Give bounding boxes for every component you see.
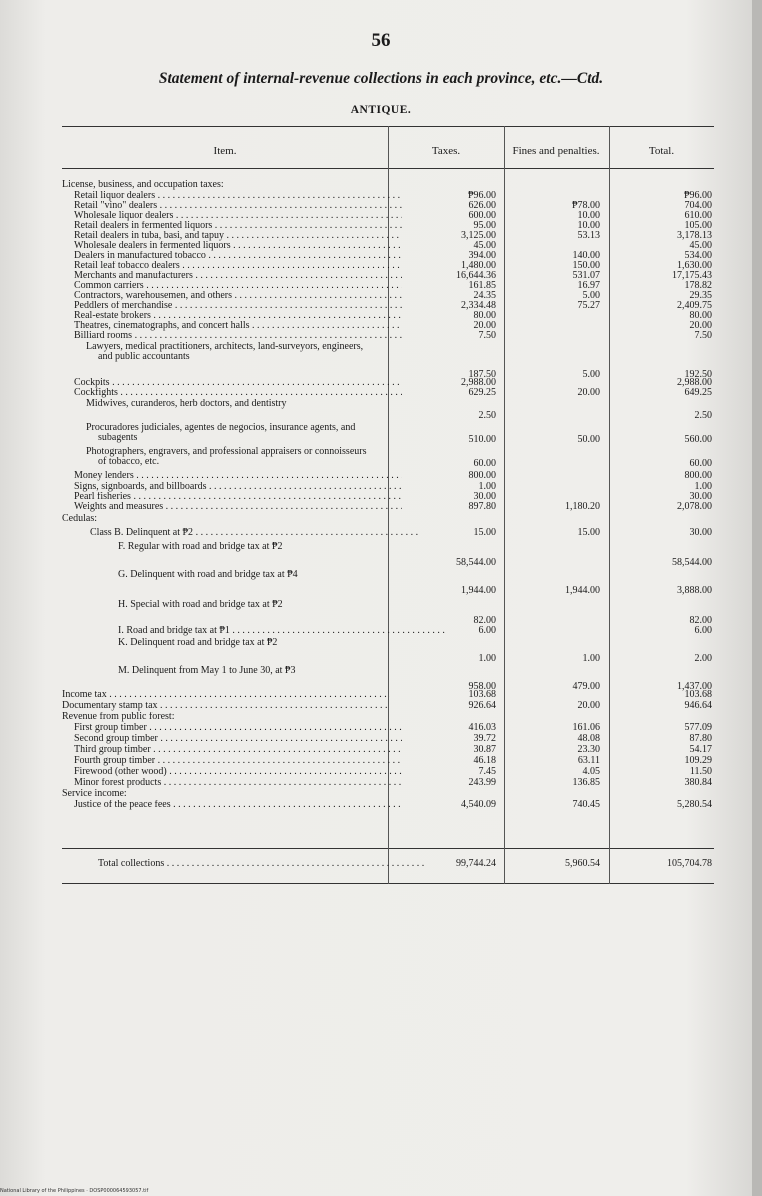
row-label: Peddlers of merchandise . . .: [62, 301, 402, 311]
taxes-value: 7.45: [478, 766, 496, 777]
page-edge: [752, 0, 762, 1196]
taxes-value: 16,644.36: [456, 270, 496, 281]
header-taxes: Taxes.: [431, 144, 461, 157]
scan-credit: National Library of the Philippines · DOSP000064593057.tif: [0, 1188, 149, 1194]
total-value: 2,409.75: [677, 300, 712, 311]
fines-value: 161.06: [572, 722, 600, 733]
total-value: 5,280.54: [677, 799, 712, 810]
total-value: 11.50: [689, 766, 712, 777]
taxes-value: 39.72: [473, 733, 496, 744]
total-value: 45.00: [689, 240, 712, 251]
total-value: 105,704.78: [667, 858, 712, 869]
fines-value: 1,944.00: [565, 585, 600, 596]
taxes-value: 1,480.00: [461, 260, 496, 271]
total-value: 80.00: [689, 310, 712, 321]
total-value: 2,988.00: [677, 377, 712, 388]
row-label: Lawyers, medical practitioners, architects, land-surveyors, engineers, and public accountants: [86, 341, 364, 362]
row-label: License, business, and occupation taxes:: [62, 180, 224, 190]
fines-value: 48.08: [577, 733, 600, 744]
taxes-value: 7.50: [478, 330, 496, 341]
row-label: Procuradores judiciales, agentes de negocios, insurance agents, and subagents: [86, 422, 356, 443]
taxes-value: 394.00: [468, 250, 496, 261]
province-heading: ANTIQUE.: [350, 104, 412, 116]
fines-value: 1,180.20: [565, 501, 600, 512]
taxes-value: 45.00: [473, 240, 496, 251]
taxes-value: 30.87: [473, 744, 496, 755]
fines-value: 136.85: [572, 777, 600, 788]
fines-value: 740.45: [572, 799, 600, 810]
fines-value: 4.05: [582, 766, 600, 777]
total-value: 7.50: [694, 330, 712, 341]
fines-value: 20.00: [577, 700, 600, 711]
taxes-value: 243.99: [468, 777, 496, 788]
row-label: Cockpits . . .: [62, 378, 402, 388]
fines-value: 10.00: [577, 220, 600, 231]
total-value: 30.00: [689, 491, 712, 502]
total-value: 82.00: [689, 615, 712, 626]
taxes-value: 926.64: [468, 700, 496, 711]
row-label: Income tax . . .: [62, 690, 390, 700]
taxes-value: 897.80: [468, 501, 496, 512]
taxes-value: 800.00: [468, 470, 496, 481]
total-value: 380.84: [684, 777, 712, 788]
taxes-value: 2.50: [478, 410, 496, 421]
total-value: 534.00: [684, 250, 712, 261]
row-label: Service income:: [62, 789, 127, 799]
taxes-value: 30.00: [473, 491, 496, 502]
row-label: Second group timber . . .: [62, 734, 402, 744]
taxes-value: 2,988.00: [461, 377, 496, 388]
row-label: K. Delinquent road and bridge tax at ₱2: [118, 637, 278, 648]
total-value: 1,630.00: [677, 260, 712, 271]
row-label: Revenue from public forest:: [62, 712, 175, 722]
total-value: 29.35: [689, 290, 712, 301]
fines-value: 53.13: [577, 230, 600, 241]
row-label: F. Regular with road and bridge tax at ₱2: [118, 541, 283, 552]
taxes-value: 1,944.00: [461, 585, 496, 596]
taxes-value: 99,744.24: [456, 858, 496, 869]
row-label: Billiard rooms . . .: [62, 331, 402, 341]
fines-value: 5.00: [582, 290, 600, 301]
column-divider: [504, 126, 505, 884]
total-value: 87.80: [689, 733, 712, 744]
taxes-value: 15.00: [473, 527, 496, 538]
total-value: ₱96.00: [683, 190, 712, 201]
row-label: Merchants and manufacturers . . .: [62, 271, 402, 281]
total-value: 946.64: [684, 700, 712, 711]
taxes-value: 95.00: [473, 220, 496, 231]
total-value: 6.00: [694, 625, 712, 636]
page-number: 56: [371, 30, 391, 51]
fines-value: 479.00: [572, 681, 600, 692]
row-label: Retail dealers in fermented liquors . . .: [62, 221, 402, 231]
fines-value: ₱78.00: [571, 200, 600, 211]
taxes-value: 1.00: [478, 481, 496, 492]
taxes-value: 1.00: [478, 653, 496, 664]
total-value: 2.00: [694, 653, 712, 664]
row-label: Weights and measures . . .: [62, 502, 402, 512]
row-label: Contractors, warehousemen, and others . . .: [62, 291, 402, 301]
taxes-value: 82.00: [473, 615, 496, 626]
row-label: Retail liquor dealers . . .: [62, 191, 402, 201]
fines-value: 50.00: [577, 434, 600, 445]
row-label: Documentary stamp tax . . .: [62, 701, 390, 711]
row-label: Class B. Delinquent at ₱2 . . .: [62, 528, 418, 538]
taxes-value: 2,334.48: [461, 300, 496, 311]
fines-value: 63.11: [577, 755, 600, 766]
table-title: Statement of internal-revenue collections in each province, etc.—Ctd.: [158, 70, 604, 87]
taxes-value: 600.00: [468, 210, 496, 221]
row-label: Wholesale liquor dealers . . .: [62, 211, 402, 221]
total-value: 1.00: [694, 481, 712, 492]
taxes-value: ₱96.00: [467, 190, 496, 201]
fines-value: 1.00: [582, 653, 600, 664]
header-total: Total.: [648, 144, 675, 157]
total-value: 2.50: [694, 410, 712, 421]
taxes-value: 103.68: [468, 689, 496, 700]
row-label: H. Special with road and bridge tax at ₱2: [118, 599, 283, 610]
total-value: 3,178.13: [677, 230, 712, 241]
total-value: 3,888.00: [677, 585, 712, 596]
total-value: 54.17: [689, 744, 712, 755]
row-label: Justice of the peace fees . . .: [62, 800, 402, 810]
row-label: Midwives, curanderos, herb doctors, and dentistry: [86, 398, 287, 409]
taxes-value: 20.00: [473, 320, 496, 331]
row-label: Total collections . . .: [62, 859, 426, 869]
taxes-value: 4,540.09: [461, 799, 496, 810]
total-value: 649.25: [684, 387, 712, 398]
taxes-value: 187.50: [468, 369, 496, 380]
row-label: M. Delinquent from May 1 to June 30, at ₱3: [118, 665, 296, 676]
taxes-value: 24.35: [473, 290, 496, 301]
fines-value: 10.00: [577, 210, 600, 221]
row-label: Retail dealers in tuba, basi, and tapuy . . .: [62, 231, 402, 241]
row-label: Theatres, cinematographs, and concert halls . . .: [62, 321, 402, 331]
total-value: 610.00: [684, 210, 712, 221]
fines-value: 140.00: [572, 250, 600, 261]
row-label: Photographers, engravers, and professional appraisers or connoisseurs of tobacco, etc.: [86, 446, 367, 467]
fines-value: 16.97: [577, 280, 600, 291]
total-value: 105.00: [684, 220, 712, 231]
fines-value: 150.00: [572, 260, 600, 271]
row-label: First group timber . . .: [62, 723, 402, 733]
row-label: Fourth group timber . . .: [62, 756, 402, 766]
fines-value: 5,960.54: [565, 858, 600, 869]
fines-value: 75.27: [577, 300, 600, 311]
total-value: 192.50: [684, 369, 712, 380]
row-label: Third group timber . . .: [62, 745, 402, 755]
row-label: Real-estate brokers . . .: [62, 311, 402, 321]
row-label: Cockfights . . .: [62, 388, 402, 398]
row-label: Cedulas:: [62, 514, 97, 524]
taxes-value: 3,125.00: [461, 230, 496, 241]
row-label: Wholesale dealers in fermented liquors . . .: [62, 241, 402, 251]
fines-value: 15.00: [577, 527, 600, 538]
taxes-value: 416.03: [468, 722, 496, 733]
taxes-value: 629.25: [468, 387, 496, 398]
row-label: Retail leaf tobacco dealers . . .: [62, 261, 402, 271]
total-value: 60.00: [689, 458, 712, 469]
row-label: I. Road and bridge tax at ₱1 . . .: [62, 626, 446, 636]
header-item: Item.: [213, 144, 237, 157]
total-value: 2,078.00: [677, 501, 712, 512]
taxes-value: 58,544.00: [456, 557, 496, 568]
header-fines: Fines and penalties.: [512, 144, 600, 157]
row-label: Dealers in manufactured tobacco . . .: [62, 251, 402, 261]
taxes-value: 626.00: [468, 200, 496, 211]
row-label: Firewood (other wood) . . .: [62, 767, 402, 777]
taxes-value: 6.00: [478, 625, 496, 636]
row-label: Common carriers . . .: [62, 281, 402, 291]
column-divider: [609, 126, 610, 884]
taxes-value: 60.00: [473, 458, 496, 469]
total-value: 577.09: [684, 722, 712, 733]
collections-table: [62, 126, 714, 884]
total-value: 103.68: [684, 689, 712, 700]
row-label: Pearl fisheries . . .: [62, 492, 402, 502]
row-label: Retail "vino" dealers . . .: [62, 201, 402, 211]
total-value: 30.00: [689, 527, 712, 538]
row-label: Signs, signboards, and billboards . . .: [62, 482, 402, 492]
total-value: 20.00: [689, 320, 712, 331]
total-value: 1,437.00: [677, 681, 712, 692]
taxes-value: 46.18: [473, 755, 496, 766]
taxes-value: 161.85: [468, 280, 496, 291]
total-value: 560.00: [684, 434, 712, 445]
total-value: 800.00: [684, 470, 712, 481]
row-label: G. Delinquent with road and bridge tax at ₱4: [118, 569, 298, 580]
fines-value: 20.00: [577, 387, 600, 398]
fines-value: 23.30: [577, 744, 600, 755]
total-value: 109.29: [684, 755, 712, 766]
total-value: 178.82: [684, 280, 712, 291]
fines-value: 531.07: [572, 270, 600, 281]
taxes-value: 958.00: [468, 681, 496, 692]
fines-value: 5.00: [582, 369, 600, 380]
total-value: 17,175.43: [672, 270, 712, 281]
taxes-value: 510.00: [468, 434, 496, 445]
row-label: Money lenders . . .: [62, 471, 402, 481]
row-label: Minor forest products . . .: [62, 778, 402, 788]
total-value: 704.00: [684, 200, 712, 211]
total-value: 58,544.00: [672, 557, 712, 568]
taxes-value: 80.00: [473, 310, 496, 321]
